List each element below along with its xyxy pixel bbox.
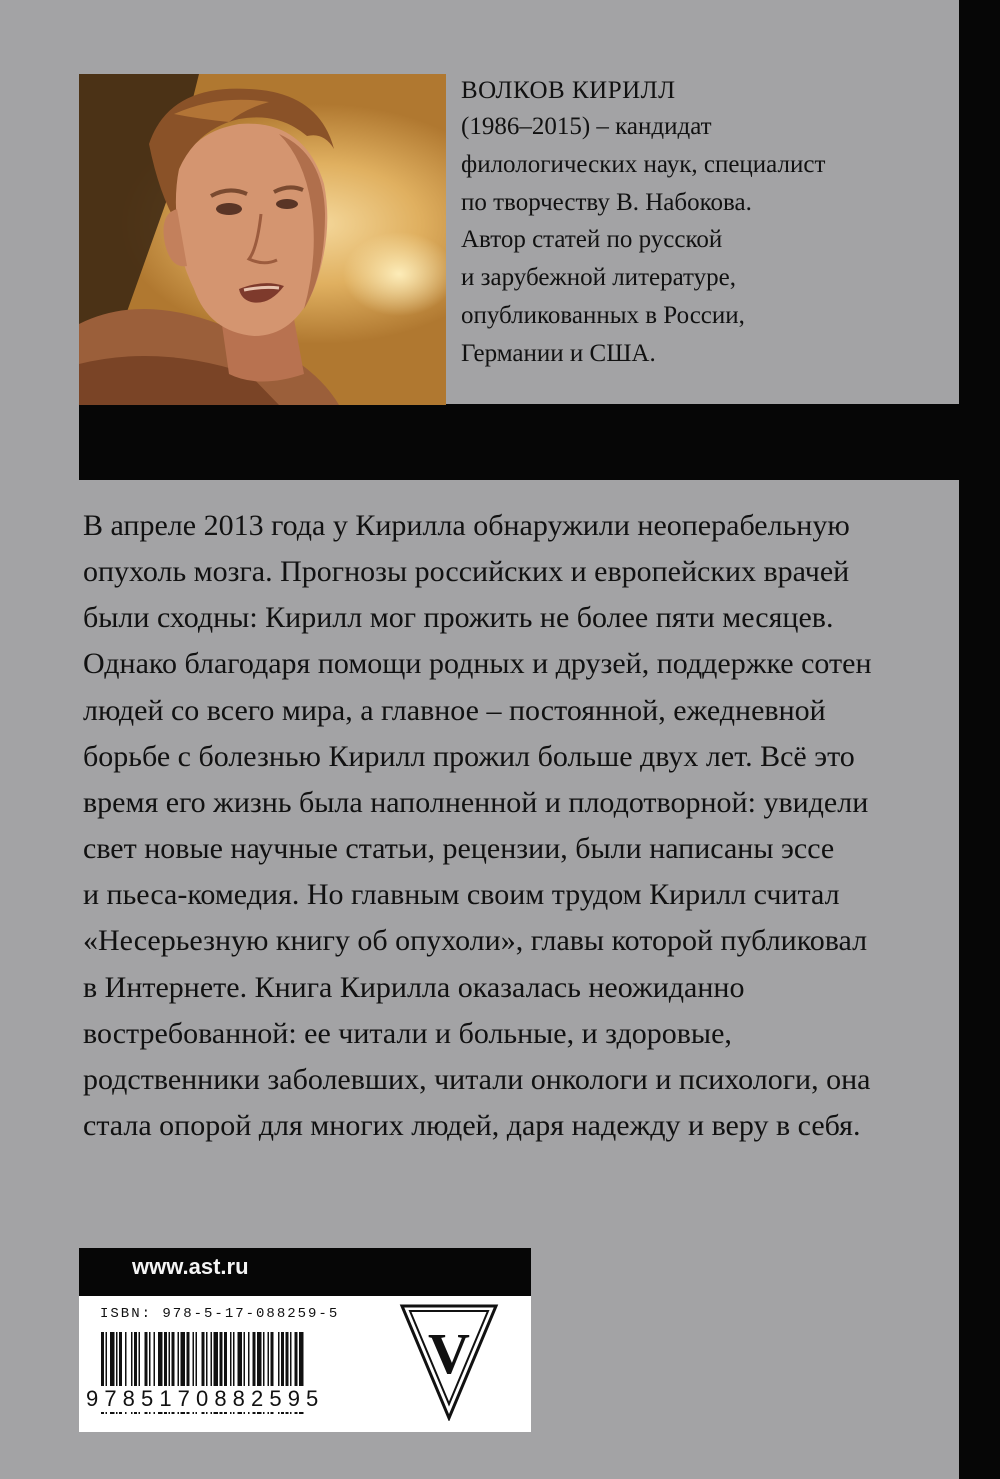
bio-line: филологических наук, специалист: [461, 150, 826, 178]
annotation-line: «Несерьезную книгу об опухоли», главы которой публиковал: [83, 924, 868, 958]
annotation-line: В апреле 2013 года у Кирилла обнаружили неоперабельную: [83, 509, 850, 542]
bio-line: по творчеству В. Набокова.: [461, 188, 752, 216]
author-bio: [461, 108, 841, 373]
bio-line: (1986–2015) – кандидат: [461, 113, 712, 140]
annotation-line: людей со всего мира, а главное – постоянной, ежедневной: [83, 693, 826, 727]
annotation-line: родственники заболевших, читали онкологи и психологи, она: [83, 1062, 871, 1096]
author-portrait-image: [79, 74, 446, 405]
black-divider-bar: [79, 404, 1000, 480]
author-photo: [79, 74, 446, 405]
annotation-line: время его жизнь была наполненной и плодотворной: увидели: [83, 785, 869, 819]
publisher-logo-letter: V: [428, 1321, 470, 1386]
annotation-line: в Интернете. Книга Кирилла оказалась неожиданно: [83, 970, 745, 1004]
right-black-stripe: [959, 0, 1000, 1479]
isbn-label: ISBN: 978-5-17-088259-5: [100, 1306, 340, 1322]
annotation-line: стала опорой для многих людей, даря надежду и веру в себя.: [83, 1109, 861, 1143]
bio-line: и зарубежной литературе,: [461, 264, 736, 292]
annotation-line: и пьеса-комедия. Но главным своим трудом Кирилл считал: [83, 878, 840, 912]
annotation-line: Однако благодаря помощи родных и друзей, поддержке сотен: [83, 647, 872, 681]
author-name: ВОЛКОВ КИРИЛЛ: [461, 77, 676, 104]
annotation-line: свет новые научные статьи, рецензии, были написаны эссе: [83, 832, 835, 866]
publisher-logo-icon: [399, 1303, 499, 1421]
bio-line: Германии и США.: [461, 339, 656, 367]
annotation-line: опухоль мозга. Прогнозы российских и европейских врачей: [83, 555, 850, 589]
annotation-line: были сходны: Кирилл мог прожить не более пяти месяцев.: [83, 601, 834, 635]
bio-line: Автор статей по русской: [461, 226, 723, 254]
book-annotation: [83, 503, 923, 1149]
barcode-digits: 9785170882595: [86, 1386, 325, 1411]
annotation-line: востребованной: ее читали и больные, и здоровые,: [83, 1016, 732, 1050]
bio-line: опубликованных в России,: [461, 301, 745, 329]
website-link[interactable]: www.ast.ru: [132, 1254, 249, 1279]
annotation-line: борьбе с болезнью Кирилл прожил больше двух лет. Всё это: [83, 739, 855, 773]
